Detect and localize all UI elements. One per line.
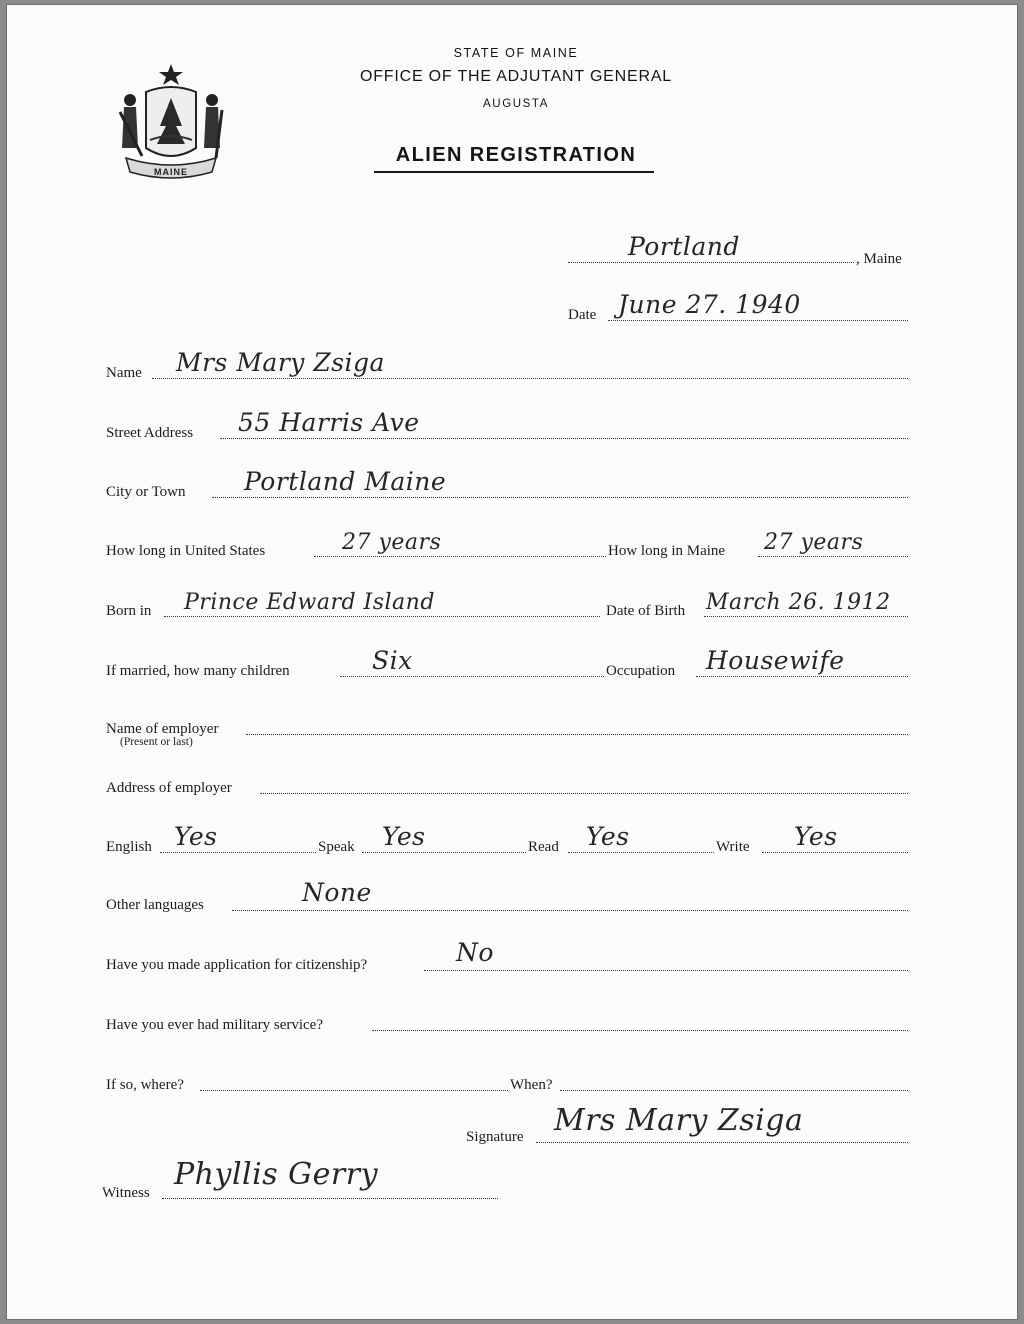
children-value: Six [372,646,413,675]
employer-address-label: Address of employer [106,780,232,796]
occupation-label: Occupation [606,663,676,679]
children-label: If married, how many children [106,663,290,679]
place-value: Portland [628,232,740,261]
city-line [212,497,908,498]
header-state: STATE OF MAINE [453,46,579,60]
military-line [372,1030,908,1031]
street-value: 55 Harris Ave [238,408,420,437]
city-value: Portland Maine [244,467,447,496]
speak-line [362,852,526,853]
employer-label: Name of employer [106,721,219,737]
registration-form [6,4,1018,1320]
where-line [200,1090,508,1091]
name-label: Name [106,365,142,381]
military-label: Have you ever had military service? [106,1017,323,1033]
occupation-line [696,676,908,677]
date-value: June 27. 1940 [618,290,801,319]
witness-line [162,1198,498,1199]
when-line [560,1090,908,1091]
occupation-value: Housewife [706,646,845,675]
how-long-us-value: 27 years [342,530,442,555]
header-office: OFFICE OF THE ADJUTANT GENERAL [359,68,673,85]
other-languages-line [232,910,908,911]
english-line [160,852,316,853]
english-label: English [106,839,152,855]
speak-value: Yes [382,822,426,851]
name-value: Mrs Mary Zsiga [176,348,385,377]
born-in-value: Prince Edward Island [184,590,435,615]
witness-value: Phyllis Gerry [174,1157,379,1192]
title-underline [374,171,654,173]
citizenship-value: No [456,938,494,967]
date-line [608,320,908,321]
place-line [568,262,854,263]
read-line [568,852,714,853]
read-label: Read [528,839,559,855]
other-languages-value: None [302,878,372,907]
place-suffix: , Maine [856,251,902,267]
when-label: When? [510,1077,553,1093]
signature-label: Signature [466,1129,524,1145]
where-label: If so, where? [106,1077,184,1093]
street-line [220,438,908,439]
header-city: AUGUSTA [483,98,549,110]
employer-sublabel: (Present or last) [120,736,193,748]
citizenship-line [424,970,908,971]
read-value: Yes [586,822,630,851]
how-long-maine-value: 27 years [764,530,864,555]
citizenship-label: Have you made application for citizenship? [106,957,368,973]
seal-text: MAINE [154,167,188,177]
dob-label: Date of Birth [606,603,686,619]
english-value: Yes [174,822,218,851]
dob-value: March 26. 1912 [706,590,891,615]
write-line [762,852,908,853]
how-long-us-label: How long in United States [106,543,266,559]
children-line [340,676,604,677]
name-line [152,378,908,379]
form-title: ALIEN REGISTRATION [395,144,637,166]
how-long-maine-label: How long in Maine [608,543,726,559]
street-label: Street Address [106,425,194,441]
signature-line [536,1142,908,1143]
witness-label: Witness [102,1185,150,1201]
employer-line [246,734,908,735]
signature-value: Mrs Mary Zsiga [554,1103,804,1138]
write-label: Write [716,839,750,855]
write-value: Yes [794,822,838,851]
employer-address-line [260,793,908,794]
speak-label: Speak [318,839,355,855]
born-in-label: Born in [106,603,152,619]
date-label: Date [568,307,597,323]
city-label: City or Town [106,484,186,500]
other-languages-label: Other languages [106,897,204,913]
